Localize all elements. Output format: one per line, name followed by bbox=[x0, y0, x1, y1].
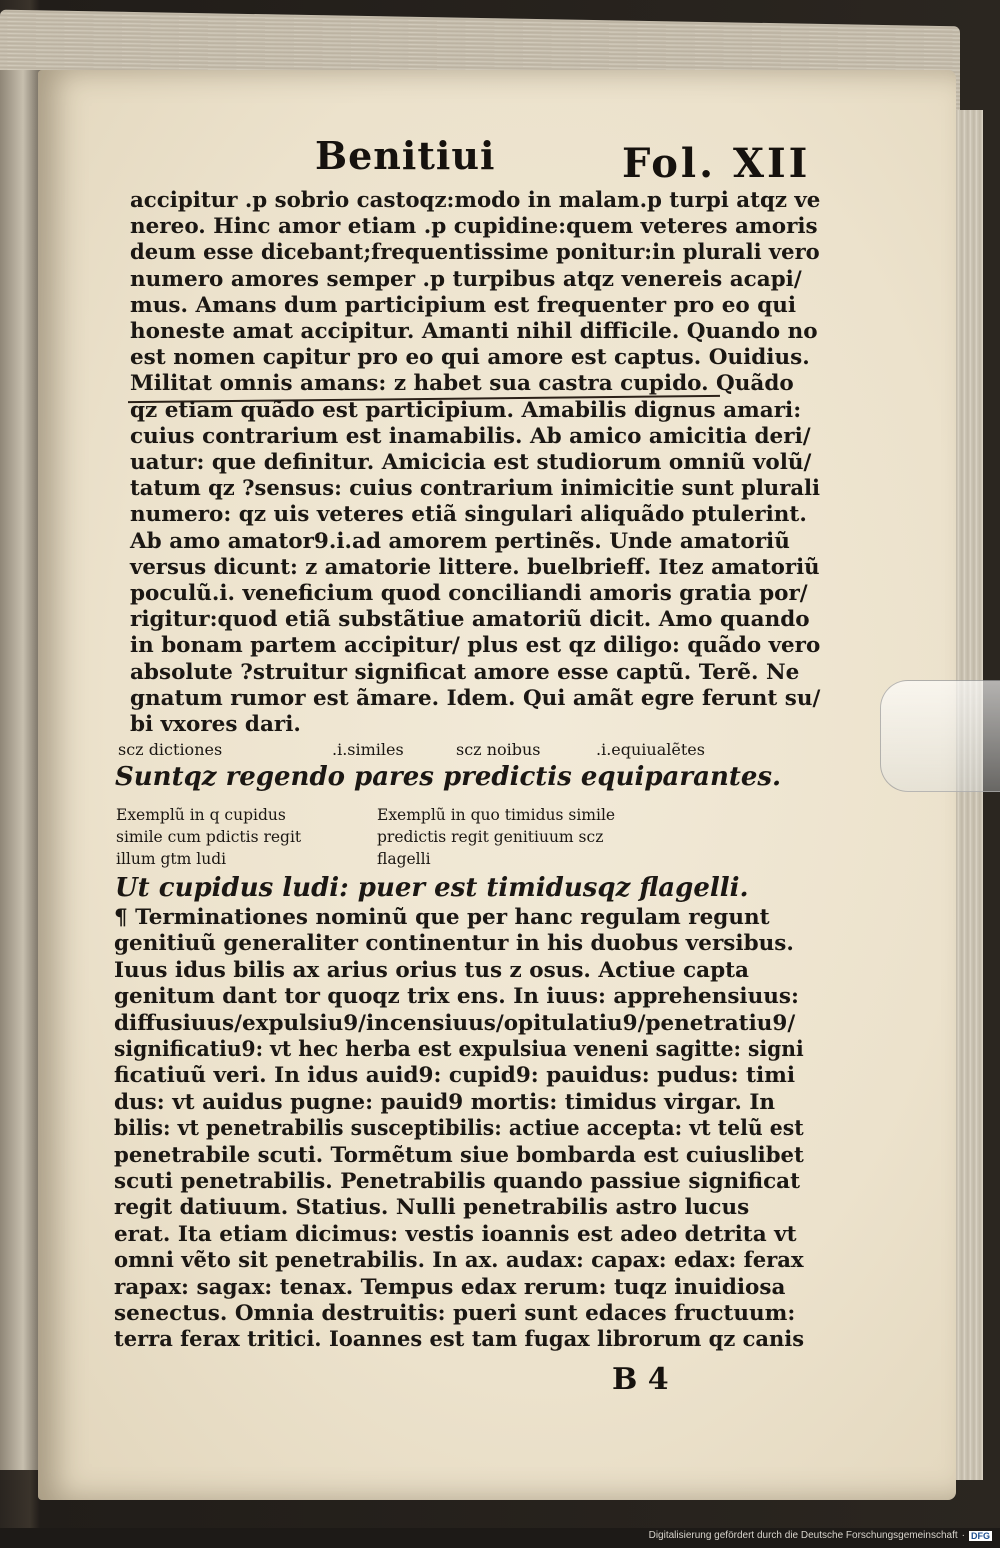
footer-credit-text: Digitalisierung gefördert durch die Deutsche Forschungsgemeinschaft bbox=[648, 1530, 958, 1541]
text-line: uatur: que definitur. Amicicia est studiorum omniũ volũ/ bbox=[130, 450, 812, 475]
text-line: rapax: sagax: tenax. Tempus edax rerum: tuqz inuidiosa bbox=[114, 1274, 786, 1300]
text-line: diffusiuus/expulsiu9/incensiuus/opitulatiu9/penetratiu9/ bbox=[114, 1010, 796, 1036]
text-line: terra ferax tritici. Ioannes est tam fugax librorum qz canis bbox=[114, 1327, 805, 1353]
text-line: ficatiuũ veri. In idus auid9: cupid9: pauidus: pudus: timi bbox=[114, 1063, 796, 1089]
text-line: absolute ?struitur significat amore esse captũ. Terẽ. Ne bbox=[130, 659, 800, 685]
interlinear-gloss: .i.equiualẽtes bbox=[596, 740, 705, 759]
verse-line: Suntqz regendo pares predictis equiparantes. bbox=[115, 762, 782, 792]
glass-page-clamp bbox=[880, 680, 1000, 792]
gloss-left: simile cum pdictis regit bbox=[116, 828, 302, 846]
text-line: qz etiam quãdo est participium. Amabilis dignus amari: bbox=[130, 397, 802, 423]
text-line: genitiuũ generaliter continentur in his duobus versibus. bbox=[114, 931, 794, 957]
text-line: versus dicunt: z amatorie littere. buelbrieff. Itez amatoriũ bbox=[130, 554, 820, 580]
text-line: cuius contrarium est inamabilis. Ab amico amicitia deri/ bbox=[130, 423, 811, 449]
text-line: rigitur:quod etiã substãtiue amatoriũ dicit. Amo quando bbox=[130, 607, 810, 633]
text-line: regit datiuum. Statius. Nulli penetrabilis astro lucus bbox=[114, 1195, 750, 1221]
text-line: in bonam partem accipitur/ plus est qz diligo: quãdo vero bbox=[130, 633, 821, 659]
interlinear-gloss: scz noibus bbox=[456, 740, 541, 759]
text-line: gnatum rumor est ãmare. Idem. Qui amãt egre ferunt su/ bbox=[130, 685, 821, 711]
text-line: ¶ Terminationes nominũ que per hanc regulam regunt bbox=[114, 905, 770, 930]
text-line: est nomen capitur pro eo qui amore est captus. Ouidius. bbox=[130, 345, 810, 371]
text-line: bi vxores dari. bbox=[130, 712, 301, 737]
text-line: senectus. Omnia destruitis: pueri sunt edaces fructuum: bbox=[114, 1301, 796, 1326]
text-line: scuti penetrabilis. Penetrabilis quando passiue significat bbox=[114, 1169, 801, 1194]
text-line: erat. Ita etiam dicimus: vestis ioannis est adeo detrita vt bbox=[114, 1221, 797, 1247]
text-line: bilis: vt penetrabilis susceptibilis: actiue accepta: vt telũ est bbox=[114, 1116, 804, 1142]
gloss-left: Exemplũ in q cupidus bbox=[116, 806, 286, 824]
text-line: nereo. Hinc amor etiam .p cupidine:quem veteres amoris bbox=[130, 214, 818, 240]
dfg-logo: DFG bbox=[971, 1530, 990, 1541]
text-line: Iuus idus bilis ax arius orius tus z osus. Actiue capta bbox=[114, 957, 749, 983]
text-line: numero: qz uis veteres etiã singulari aliquãdo ptulerint. bbox=[130, 502, 807, 528]
running-title: Benitiui bbox=[315, 133, 496, 178]
left-page-edge bbox=[0, 70, 42, 1470]
text-line: genitum dant tor quoqz trix ens. In iuus: apprehensiuus: bbox=[114, 984, 799, 1010]
interlinear-gloss: .i.similes bbox=[332, 740, 404, 759]
signature-mark: B 4 bbox=[612, 1362, 669, 1397]
text-line: deum esse dicebant;frequentissime ponitur:in plurali vero bbox=[130, 240, 820, 266]
text-line: significatiu9: vt hec herba est expulsiua veneni sagitte: signi bbox=[114, 1037, 804, 1062]
text-line: honeste amat accipitur. Amanti nihil difficile. Quando no bbox=[130, 319, 818, 344]
text-line: poculũ.i. veneficium quod conciliandi amoris gratia por/ bbox=[130, 581, 808, 606]
text-line: numero amores semper .p turpibus atqz venereis acapi/ bbox=[130, 266, 802, 292]
footer-credit: Digitalisierung gefördert durch die Deutsche Forschungsgemeinschaft · DFG bbox=[648, 1530, 990, 1541]
gloss-right: flagelli bbox=[377, 850, 431, 868]
text-line: omni vẽto sit penetrabilis. In ax. audax: capax: edax: ferax bbox=[114, 1248, 804, 1274]
gloss-right: predictis regit genitiuum scz bbox=[377, 828, 604, 846]
folio-number: Fol. XII bbox=[622, 140, 811, 187]
interlinear-gloss: scz dictiones bbox=[118, 740, 223, 759]
text-line: penetrabile scuti. Tormẽtum siue bombarda est cuiuslibet bbox=[114, 1142, 804, 1168]
text-line: tatum qz ?sensus: cuius contrarium inimicitie sunt plurali bbox=[130, 476, 820, 502]
text-line: accipitur .p sobrio castoqz:modo in malam.p turpi atqz ve bbox=[130, 188, 821, 213]
text-line: dus: vt auidus pugne: pauid9 mortis: timidus virgar. In bbox=[114, 1089, 776, 1115]
gloss-right: Exemplũ in quo timidus simile bbox=[377, 806, 616, 824]
text-line: Ab amo amator9.i.ad amorem pertinẽs. Unde amatoriũ bbox=[130, 528, 790, 554]
verse-line: Ut cupidus ludi: puer est timidusqz flagelli. bbox=[115, 873, 749, 903]
text-line: Militat omnis amans: z habet sua castra cupido. Quãdo bbox=[130, 371, 794, 397]
text-line: mus. Amans dum participium est frequenter pro eo qui bbox=[130, 292, 797, 318]
gloss-left: illum gtm ludi bbox=[116, 850, 227, 868]
